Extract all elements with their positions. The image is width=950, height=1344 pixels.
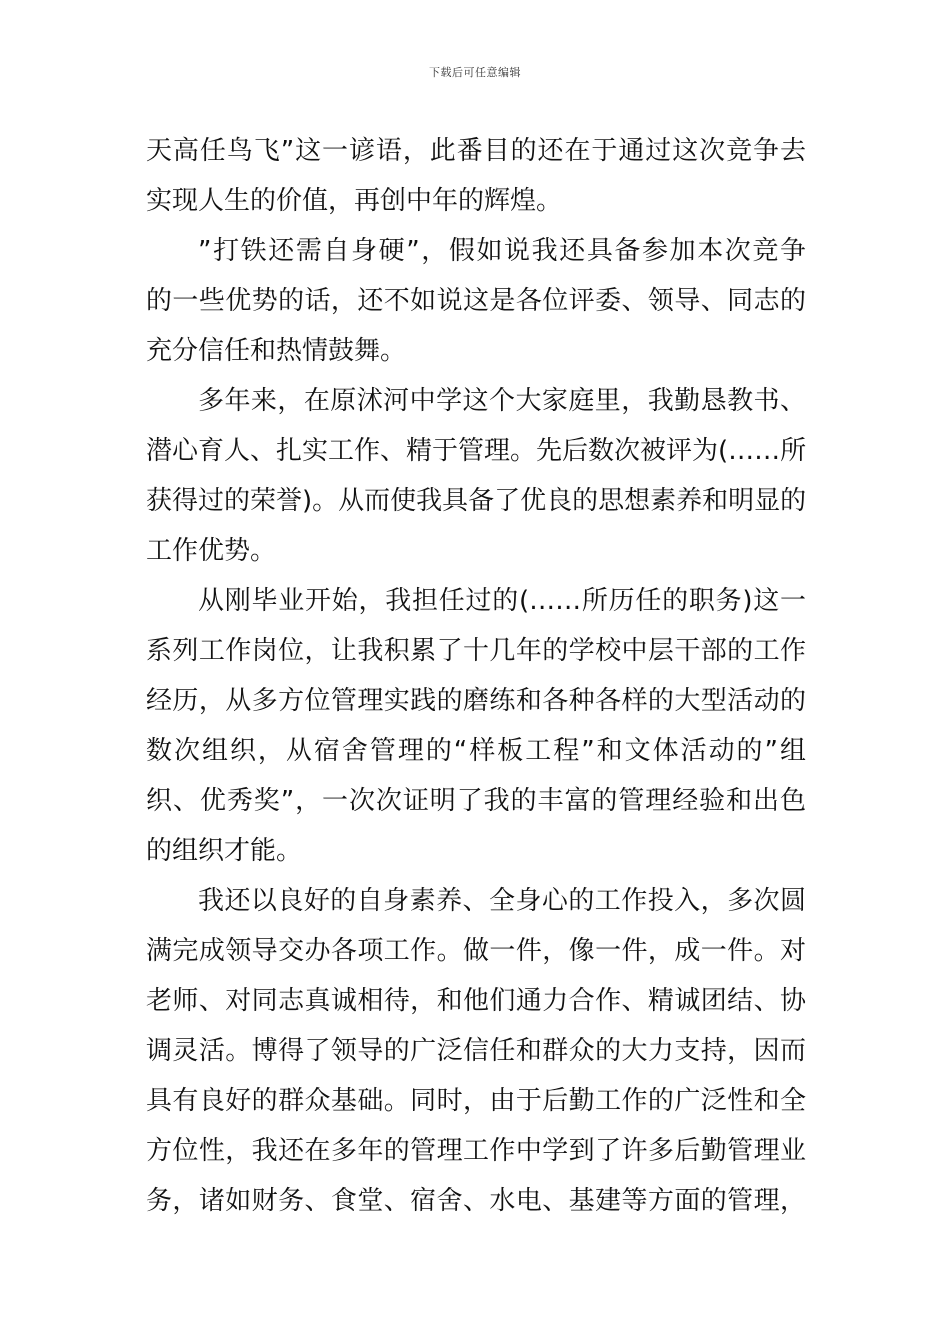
text-line: 老师、对同志真诚相待，和他们通力合作、精诚团结、协 (146, 986, 806, 1016)
text-line: 方位性，我还在多年的管理工作中学到了许多后勤管理业 (146, 1136, 806, 1166)
text-line: 从刚毕业开始，我担任过的(……所历任的职务)这一 (198, 586, 806, 616)
text-line: 工作优势。 (146, 536, 277, 566)
text-line: 我还以良好的自身素养、全身心的工作投入，多次圆 (198, 886, 806, 916)
text-line: 数次组织，从宿舍管理的“样板工程”和文体活动的”组 (146, 736, 806, 766)
text-line: 的组织才能。 (146, 836, 303, 866)
text-line: 实现人生的价值，再创中年的辉煌。 (146, 186, 563, 216)
text-line: 具有良好的群众基础。同时，由于后勤工作的广泛性和全 (146, 1086, 806, 1116)
header-note: 下载后可任意编辑 (429, 66, 521, 79)
text-line: 调灵活。博得了领导的广泛信任和群众的大力支持，因而 (146, 1036, 806, 1066)
text-line: 天高任鸟飞”这一谚语，此番目的还在于通过这次竞争去 (146, 136, 806, 166)
body-text (146, 126, 806, 1226)
text-line: 获得过的荣誉)。从而使我具备了优良的思想素养和明显的 (146, 486, 806, 516)
text-line: 务，诸如财务、食堂、宿舍、水电、基建等方面的管理， (146, 1186, 806, 1216)
text-line: 系列工作岗位，让我积累了十几年的学校中层干部的工作 (146, 636, 806, 666)
text-line: 多年来，在原沭河中学这个大家庭里，我勤恳教书、 (198, 386, 806, 416)
text-line: 的一些优势的话，还不如说这是各位评委、领导、同志的 (146, 286, 806, 316)
text-line: 织、优秀奖”，一次次证明了我的丰富的管理经验和出色 (146, 786, 806, 816)
text-line: 充分信任和热情鼓舞。 (146, 336, 407, 366)
text-line: 经历，从多方位管理实践的磨练和各种各样的大型活动的 (146, 686, 806, 716)
text-line: ”打铁还需自身硬”，假如说我还具备参加本次竞争 (198, 236, 806, 266)
text-line: 潜心育人、扎实工作、精于管理。先后数次被评为(……所 (146, 436, 806, 466)
text-line: 满完成领导交办各项工作。做一件，像一件，成一件。对 (146, 936, 806, 966)
